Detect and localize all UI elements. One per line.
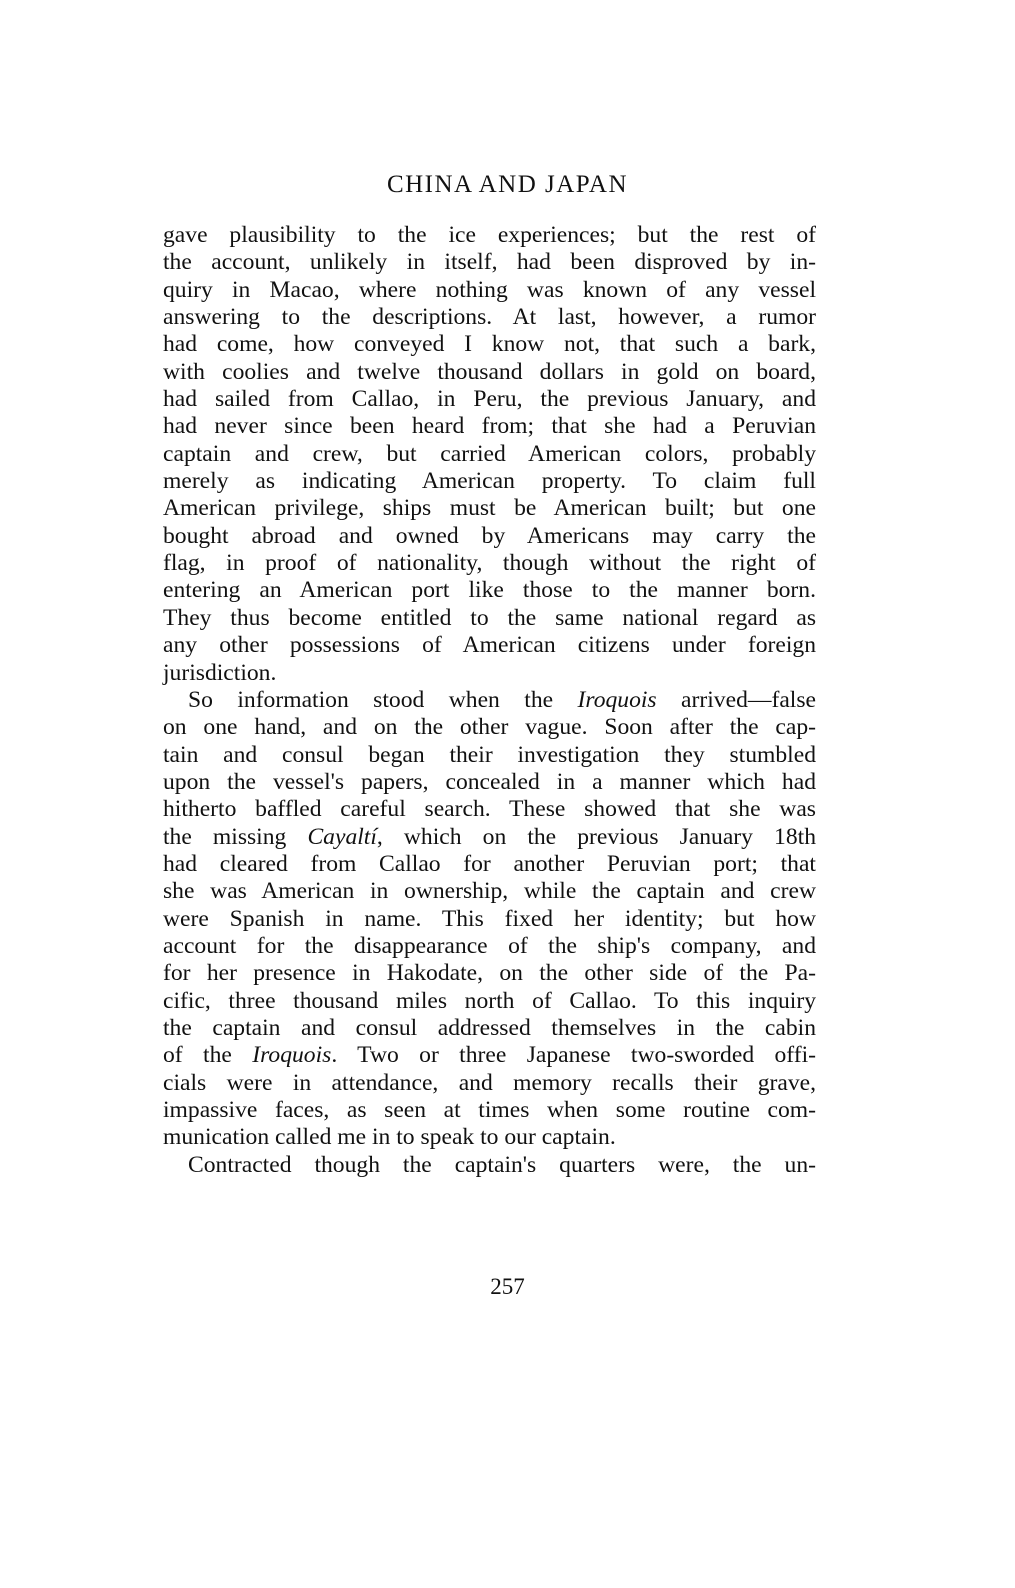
line-text-segment: , which on the previous January 18th <box>376 823 816 850</box>
ship-name-italic: Iroquois <box>252 1042 332 1069</box>
text-line: on one hand, and on the other vague. Soon after the cap- <box>163 714 816 741</box>
text-line: gave plausibility to the ice experiences; but the rest of <box>163 222 816 248</box>
text-line: American privilege, ships must be American built; but one <box>163 495 816 522</box>
page-number: 257 <box>490 1274 525 1299</box>
text-line: had cleared from Callao for another Peruvian port; that <box>163 850 816 877</box>
line-text-segment: . Two or three Japanese two-sworded offi- <box>331 1042 816 1069</box>
text-line: answering to the descriptions. At last, however, a rumor <box>163 304 816 331</box>
text-line <box>163 824 816 851</box>
text-line <box>163 1042 816 1069</box>
text-line: with coolies and twelve thousand dollars in gold on board, <box>163 358 816 385</box>
line-text-segment: the missing <box>163 823 308 850</box>
text-line: Contracted though the captain's quarters were, the un- <box>188 1151 816 1178</box>
text-line: had never since been heard from; that she had a Peruvian <box>163 413 816 440</box>
text-line: entering an American port like those to the manner born. <box>163 577 816 604</box>
body-text <box>163 222 816 1179</box>
paragraph-1 <box>163 222 816 687</box>
text-line: cials were in attendance, and memory recalls their grave, <box>163 1069 816 1096</box>
text-line: captain and crew, but carried American colors, probably <box>163 440 816 467</box>
text-line: cific, three thousand miles north of Callao. To this inquiry <box>163 987 816 1014</box>
text-line: account for the disappearance of the ship's company, and <box>163 932 816 959</box>
paragraph-2 <box>163 687 816 1152</box>
text-line: impassive faces, as seen at times when some routine com- <box>163 1097 816 1123</box>
text-line <box>163 687 816 714</box>
line-text-segment: So information stood when the <box>188 686 578 713</box>
text-line: upon the vessel's papers, concealed in a manner which had <box>163 768 816 795</box>
text-line: the captain and consul addressed themselves in the cabin <box>163 1014 816 1041</box>
text-line: bought abroad and owned by Americans may carry the <box>163 522 816 549</box>
text-line: They thus become entitled to the same national regard as <box>163 604 816 631</box>
text-line: merely as indicating American property. To claim full <box>163 468 816 495</box>
text-line: had come, how conveyed I know not, that such a bark, <box>163 331 816 358</box>
ship-name-italic: Cayaltí <box>307 823 377 850</box>
text-line: tain and consul began their investigation they stumbled <box>163 741 816 768</box>
ship-name-italic: Iroquois <box>577 686 657 713</box>
line-text-segment: of the <box>163 1042 253 1069</box>
text-line: jurisdiction. <box>163 659 277 686</box>
text-line: munication called me in to speak to our captain. <box>163 1124 616 1151</box>
text-line: quiry in Macao, where nothing was known of any vessel <box>163 276 816 303</box>
text-line: had sailed from Callao, in Peru, the previous January, and <box>163 386 816 413</box>
running-head: CHINA AND JAPAN <box>386 171 629 198</box>
text-line: the account, unlikely in itself, had been disproved by in- <box>163 249 816 276</box>
text-line: for her presence in Hakodate, on the other side of the Pa- <box>163 960 816 987</box>
text-line: were Spanish in name. This fixed her identity; but how <box>163 905 816 932</box>
line-text-segment: arrived—false <box>656 686 816 713</box>
text-line: flag, in proof of nationality, though without the right of <box>163 550 816 577</box>
text-line: any other possessions of American citizens under foreign <box>163 632 816 659</box>
text-line: hitherto baffled careful search. These showed that she was <box>163 796 816 823</box>
text-line: she was American in ownership, while the captain and crew <box>163 878 816 905</box>
paragraph-3 <box>163 1152 816 1179</box>
